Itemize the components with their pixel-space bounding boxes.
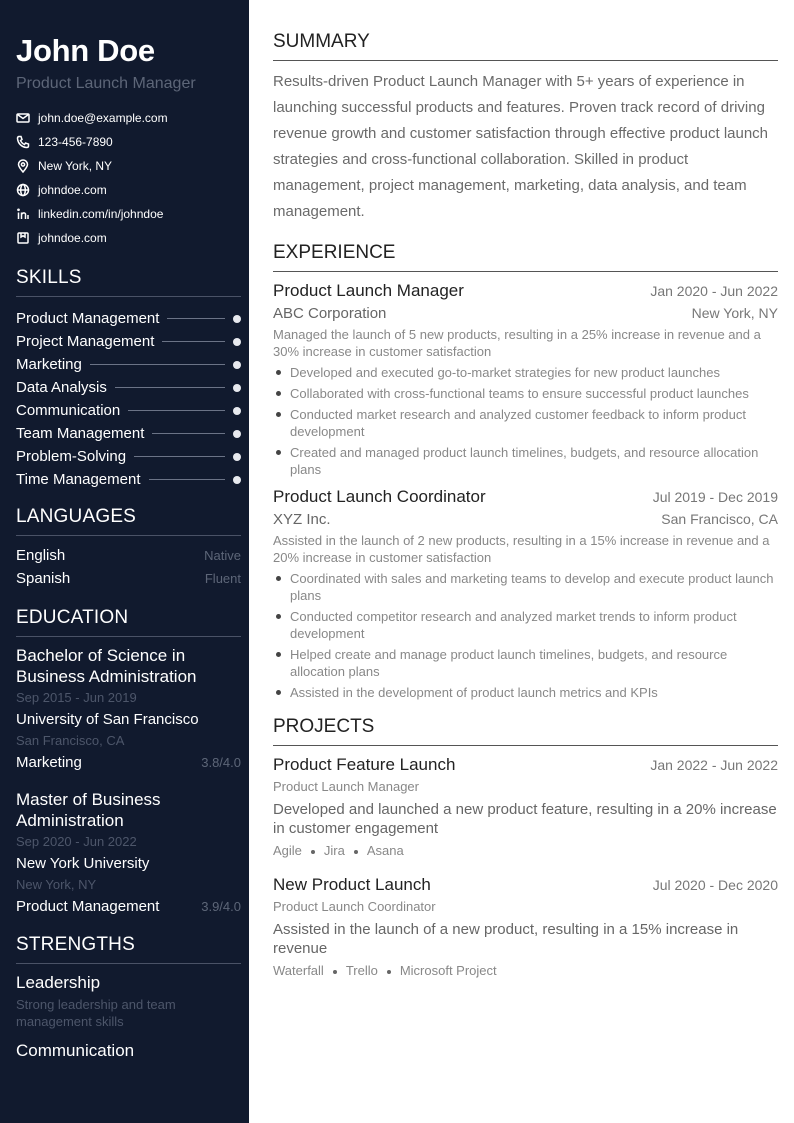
- skill-item: [16, 445, 241, 468]
- strengths-heading: STRENGTHS: [16, 933, 241, 964]
- education-degree: Bachelor of Science in Business Administration: [16, 646, 197, 686]
- skill-level-dot: [233, 430, 241, 438]
- experience-company-row: [273, 302, 778, 324]
- project-role: Product Launch Manager: [273, 779, 419, 794]
- project-tag: Waterfall: [273, 963, 324, 978]
- education-dates: Sep 2020 - Jun 2022: [16, 834, 137, 849]
- project-tag: Agile: [273, 843, 302, 858]
- summary-heading: SUMMARY: [273, 30, 778, 61]
- experience-summary: Managed the launch of 5 new products, resulting in a 25% increase in revenue and a 30% increase in customer satisfaction: [273, 327, 761, 359]
- experience-position: Product Launch Manager: [273, 281, 464, 300]
- project-title-row: [273, 874, 778, 896]
- skill-label: Team Management: [16, 425, 145, 442]
- education-school: University of San Francisco: [16, 711, 199, 728]
- education-school: New York University: [16, 855, 150, 872]
- education-item: [16, 645, 241, 773]
- skill-item: [16, 468, 241, 491]
- language-level: Fluent: [204, 571, 241, 586]
- skill-item: [16, 399, 241, 422]
- skill-item: [16, 307, 241, 330]
- contact-linkedin[interactable]: [16, 202, 241, 226]
- project-role: Product Launch Coordinator: [273, 899, 436, 914]
- education-dates: Sep 2015 - Jun 2019: [16, 690, 137, 705]
- highlight-item: Helped create and manage product launch timelines, budgets, and resource allocation plans: [273, 646, 778, 680]
- skills-heading: SKILLS: [16, 266, 241, 297]
- experience-heading: EXPERIENCE: [273, 241, 778, 272]
- skill-level-dot: [233, 453, 241, 461]
- languages-list: [16, 544, 241, 590]
- language-item: [16, 544, 241, 567]
- tag-separator: [311, 850, 315, 854]
- contact-list: [16, 106, 241, 250]
- experience-title-row: [273, 280, 778, 302]
- sidebar: [0, 0, 249, 1123]
- skill-label: Communication: [16, 402, 121, 419]
- contact-location-text: New York, NY: [38, 159, 113, 173]
- skill-item: [16, 330, 241, 353]
- project-description: Assisted in the launch of a new product, resulting in a 15% increase in revenue: [273, 921, 739, 957]
- strengths-list: [16, 972, 241, 1062]
- experience-summary: Assisted in the launch of 2 new products, resulting in a 15% increase in revenue and a 20% increase in customer satisfaction: [273, 533, 770, 565]
- languages-heading: LANGUAGES: [16, 505, 241, 536]
- skill-divider: [134, 456, 225, 457]
- project-tags: [273, 962, 778, 980]
- projects-heading: PROJECTS: [273, 715, 778, 746]
- main-content: [249, 0, 794, 1123]
- experience-location: San Francisco, CA: [661, 511, 778, 527]
- skill-label: Product Management: [16, 310, 160, 327]
- mail-icon: [16, 111, 30, 125]
- experience-item: [273, 486, 778, 701]
- tag-separator: [387, 970, 391, 974]
- education-gpa: 3.8/4.0: [201, 755, 241, 770]
- skill-label: Marketing: [16, 356, 82, 373]
- highlight-item: Developed and executed go-to-market strategies for new product launches: [273, 364, 778, 381]
- contact-website-text: johndoe.com: [38, 183, 107, 197]
- highlight-item: Collaborated with cross-functional teams to ensure successful product launches: [273, 385, 778, 402]
- highlight-item: Created and managed product launch timelines, budgets, and resource allocation plans: [273, 444, 778, 478]
- language-level: Native: [204, 548, 241, 563]
- candidate-name: John Doe: [16, 33, 155, 68]
- skill-item: [16, 422, 241, 445]
- tag-separator: [354, 850, 358, 854]
- education-degree: Master of Business Administration: [16, 790, 161, 830]
- education-location: New York, NY: [16, 877, 97, 892]
- project-tag: Trello: [345, 963, 378, 978]
- contact-location: [16, 154, 241, 178]
- experience-company: XYZ Inc.: [273, 511, 331, 528]
- strength-title: Communication: [16, 1041, 135, 1060]
- project-title-row: [273, 754, 778, 776]
- project-name: New Product Launch: [273, 875, 431, 894]
- strength-description: Strong leadership and team management skills: [16, 997, 176, 1029]
- project-name: Product Feature Launch: [273, 755, 456, 774]
- experience-company: ABC Corporation: [273, 305, 387, 322]
- experience-dates: Jul 2019 - Dec 2019: [652, 489, 778, 505]
- skill-divider: [167, 318, 225, 319]
- education-area-row: [16, 753, 241, 773]
- contact-phone-text: 123-456-7890: [38, 135, 113, 149]
- globe-icon: [16, 183, 30, 197]
- experience-highlights: [273, 364, 778, 478]
- highlight-item: Assisted in the development of product launch metrics and KPIs: [273, 684, 778, 701]
- language-name: Spanish: [16, 570, 71, 587]
- contact-email[interactable]: [16, 106, 241, 130]
- project-tag: Jira: [323, 843, 345, 858]
- education-list: [16, 645, 241, 917]
- location-pin-icon: [16, 159, 30, 173]
- experience-company-row: [273, 508, 778, 530]
- project-description: Developed and launched a new product feature, resulting in a 20% increase in customer engagement: [273, 801, 777, 837]
- project-tag: Asana: [366, 843, 404, 858]
- language-name: English: [16, 547, 66, 564]
- contact-website[interactable]: [16, 178, 241, 202]
- skill-item: [16, 353, 241, 376]
- skill-label: Project Management: [16, 333, 155, 350]
- skill-level-dot: [233, 407, 241, 415]
- education-area-row: [16, 897, 241, 917]
- project-item: [273, 754, 778, 860]
- experience-dates: Jan 2020 - Jun 2022: [650, 283, 778, 299]
- linkedin-icon: [16, 207, 30, 221]
- experience-location: New York, NY: [691, 305, 778, 321]
- contact-linkedin-text: linkedin.com/in/johndoe: [38, 207, 164, 221]
- skill-divider: [128, 410, 225, 411]
- highlight-item: Conducted competitor research and analyzed market trends to inform product development: [273, 608, 778, 642]
- skill-level-dot: [233, 361, 241, 369]
- phone-icon: [16, 135, 30, 149]
- skill-label: Time Management: [16, 471, 141, 488]
- tag-separator: [333, 970, 337, 974]
- skill-level-dot: [233, 476, 241, 484]
- experience-title-row: [273, 486, 778, 508]
- education-area: Product Management: [16, 898, 160, 915]
- contact-email-text: john.doe@example.com: [38, 111, 168, 125]
- skill-level-dot: [233, 315, 241, 323]
- skill-label: Problem-Solving: [16, 448, 127, 465]
- portfolio-icon: [16, 231, 30, 245]
- education-area: Marketing: [16, 754, 82, 771]
- contact-portfolio[interactable]: [16, 226, 241, 250]
- skill-item: [16, 376, 241, 399]
- education-location: San Francisco, CA: [16, 733, 125, 748]
- highlight-item: Conducted market research and analyzed customer feedback to inform product development: [273, 406, 778, 440]
- education-heading: EDUCATION: [16, 606, 241, 637]
- skills-list: [16, 307, 241, 491]
- education-gpa: 3.9/4.0: [201, 899, 241, 914]
- contact-phone[interactable]: [16, 130, 241, 154]
- summary-text: Results-driven Product Launch Manager with 5+ years of experience in launching successful products and features. Proven track record of driving revenue growth and customer satisfaction through effective product launch strategies and cross-functional collaboration. Skilled in product management, project management, marketing, data analysis, and team management.: [273, 73, 769, 220]
- project-tags: [273, 842, 778, 860]
- skill-label: Data Analysis: [16, 379, 107, 396]
- skill-divider: [90, 364, 225, 365]
- skill-divider: [152, 433, 225, 434]
- skill-divider: [149, 479, 226, 480]
- experience-highlights: [273, 570, 778, 701]
- experience-item: [273, 280, 778, 478]
- skill-divider: [115, 387, 225, 388]
- skill-divider: [162, 341, 225, 342]
- experience-position: Product Launch Coordinator: [273, 487, 486, 506]
- project-item: [273, 874, 778, 980]
- project-tag: Microsoft Project: [399, 963, 497, 978]
- strength-title: Leadership: [16, 973, 101, 992]
- highlight-item: Coordinated with sales and marketing teams to develop and execute product launch plans: [273, 570, 778, 604]
- skill-level-dot: [233, 338, 241, 346]
- project-dates: Jul 2020 - Dec 2020: [652, 877, 778, 893]
- contact-portfolio-text: johndoe.com: [38, 231, 107, 245]
- language-item: [16, 567, 241, 590]
- education-item: [16, 789, 241, 917]
- candidate-title: Product Launch Manager: [16, 75, 196, 92]
- skill-level-dot: [233, 384, 241, 392]
- project-dates: Jan 2022 - Jun 2022: [650, 757, 778, 773]
